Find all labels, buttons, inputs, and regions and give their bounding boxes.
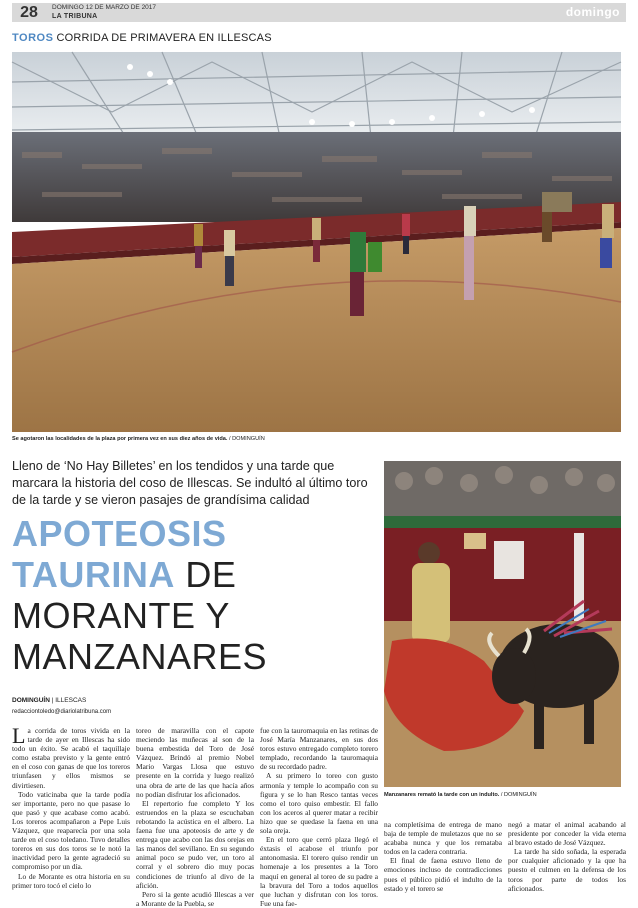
byline-place: ILLESCAS [55, 697, 87, 704]
photo-caption-main [12, 436, 265, 443]
header-section: domingo [565, 5, 620, 19]
drop-cap: L [12, 723, 26, 748]
headline-line2-blue: TAURINA [12, 554, 175, 595]
bullring-photo [12, 52, 621, 432]
body-column-2 [136, 726, 254, 908]
body-column-3 [260, 726, 378, 908]
paragraph: fue con la tauromaquia en las retinas de José María Manzanares, en sus dos toros estuvo entregado completo torero templado, recordando la tauromaquia de su recordado padre. [260, 726, 378, 772]
page-number: 28 [20, 4, 38, 21]
page-header [12, 3, 626, 22]
body-column-4 [384, 820, 502, 898]
paragraph: toreo de maravilla con el capote meciendo las muñecas al son de la buena embestida del Toro de José Vázquez. Brindó al premio Nobel Mario Vargas Llosa que estuvo presente en la corrida y luego realizó una obra de arte de las que hacía años no podían disfrutar los aficionados. [136, 726, 254, 799]
paragraph: El final de faena estuvo lleno de emociones incluso de contradicciones pues el público pidió el indulto de la estado y el torero se [384, 856, 502, 893]
header-paper-name: LA TRIBUNA [52, 13, 98, 20]
photo-credit-second: / DOMINGUÍN [500, 792, 537, 798]
headline-line2-dark: DE [174, 554, 237, 595]
photo-caption-second-text: Manzanares remató la tarde con un indulto. [384, 792, 500, 798]
paragraph: Lo de Morante es otra historia en su primer toro tocó el cielo lo [12, 871, 130, 890]
photo-caption-main-text: Se agotaron las localidades de la plaza por primera vez en sus diez años de vida. [12, 436, 228, 442]
paragraph: La tarde ha sido soñada, la esperada por cualquier aficionado y la que ha puesto el culmen en la defensa de los toros por parte de todos los aficionados. [508, 847, 626, 893]
byline-author: DOMINGUÍN [12, 697, 50, 704]
torero-bull-photo [384, 461, 621, 787]
headline-line4: MANZANARES [12, 636, 268, 677]
paragraph: Todo vaticinaba que la tarde podía ser importante, pero no que pasase lo que pasó y que acabase como acabó. Los toreros acompañaron a Pepe Luis Vázquez, que reaparecía por una sola tarde en el coso toledano. Tuvo detalles toreros en sus dos toros se le notó la inactividad pero la gente agradeció su compromiso por un día. [12, 789, 130, 872]
photo-credit-main: / DOMINGUÍN [229, 436, 265, 442]
paragraph: En el toro que cerró plaza llegó el éxtasis el acabose el triunfo por antonomasia. El torero quiso rendir un homenaje a los presentes a la Toro maquí en general al toreo de su padre a la bravura del Toro a todos aquellos que luchan y disfrutan con los toros. Fue una fae- [260, 835, 378, 908]
kicker-topic: TOROS [12, 32, 54, 44]
paragraph: a corrida de toros vivida en la tarde de ayer en Illescas ha sido todo un éxito. Se acabó el taquillaje como estaba previsto y la gente entró en el coso con ganas de que los toreros triunfasen y ellos mismos se divirtiesen. [12, 726, 130, 790]
kicker-title: CORRIDA DE PRIMAVERA EN ILLESCAS [56, 32, 272, 44]
kicker [12, 31, 272, 45]
byline-email[interactable]: redacciontoledo@diariolatribuna.com [12, 709, 112, 715]
paragraph: El repertorio fue completo Y los estruendos en la plaza se escuchaban rebotando la acústica en el albero. La faena fue una apoteosis de arte y de entrega que acabo con las dos orejas en las manos del sevillano. En su segundo animal poco se pudo ver, un toro al corral y el sobrero dio muy pocas condiciones de triunfo al divo de la afición. [136, 798, 254, 890]
body-column-1 [12, 723, 130, 898]
headline-line1: APOTEOSIS [12, 513, 227, 554]
photo-caption-second [384, 792, 537, 799]
headline [12, 513, 382, 677]
byline: DOMINGUÍN | ILLESCAS [12, 697, 87, 704]
headline-line3: MORANTE Y [12, 595, 230, 636]
paragraph: A su primero lo toreo con gusto armonía y temple lo acompaño con su figura y se lo han Resco tantas veces como el toro quiso embestir. El fallo con los aceros al querer matar a recibir hizo que se quedase la faena en una sola oreja. [260, 771, 378, 836]
paragraph: negó a matar el animal acabando al presidente por conceder la vida eterna al bravo estado de José Vázquez. [508, 820, 626, 848]
body-column-5 [508, 820, 626, 898]
headline-deck: Lleno de ‘No Hay Billetes’ en los tendidos y una tarde que marcara la historia del coso de Illescas. Se indultó al último toro de la tarde y se vieron pasajes de grandísima calidad [12, 459, 368, 507]
header-date: DOMINGO 12 DE MARZO DE 2017 [52, 4, 157, 11]
paragraph: Pero si la gente acudió Illescas a ver a Morante de la Puebla, se [136, 889, 254, 908]
paragraph: na completísima de entrega de mano baja de temple de muletazos que no se acababa nunca y que los remataba todos en la cadera contraria. [384, 820, 502, 857]
